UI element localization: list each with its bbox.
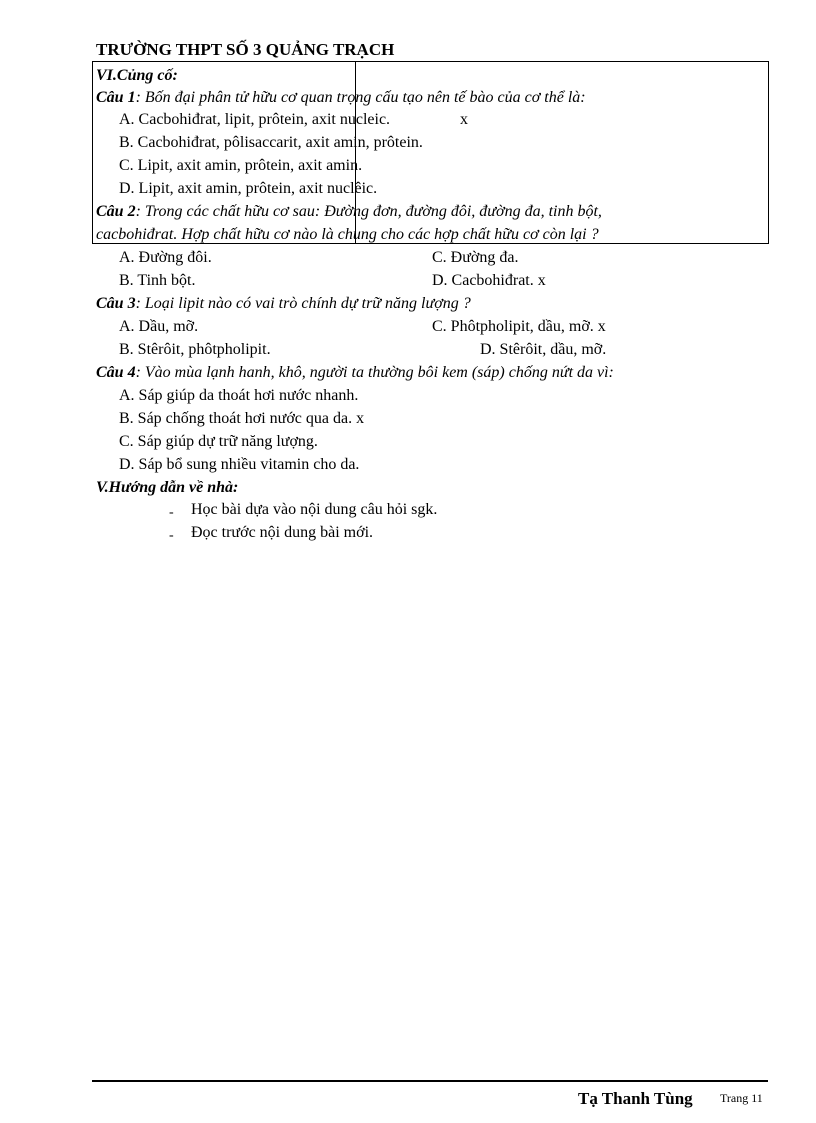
q1-option-a: A. Cacbohiđrat, lipit, prôtein, axit nucleic. bbox=[119, 111, 391, 128]
q1-option-d: D. Lipit, axit amin, prôtein, axit nuclêic. bbox=[119, 180, 378, 197]
q4-option-c: C. Sáp giúp dự trữ năng lượng. bbox=[119, 433, 318, 450]
section-homework-title: V.Hướng dẫn về nhà: bbox=[96, 479, 239, 496]
q1-option-c: C. Lipit, axit amin, prôtein, axit amin. bbox=[119, 157, 363, 174]
question-4-label: Câu 4 bbox=[96, 364, 136, 381]
question-1-label: Câu 1 bbox=[96, 89, 136, 106]
question-4-text: : Vào mùa lạnh hanh, khô, người ta thường bôi kem (sáp) chống nứt da vì: bbox=[135, 364, 614, 381]
question-2-text-line1: : Trong các chất hữu cơ sau: Đường đơn, đường đôi, đường đa, tinh bột, bbox=[135, 203, 602, 220]
question-1 bbox=[96, 88, 586, 108]
homework-item-1: Học bài dựa vào nội dung câu hỏi sgk. bbox=[191, 501, 438, 518]
q2-option-c: C. Đường đa. bbox=[432, 249, 519, 266]
q2-option-a: A. Đường đôi. bbox=[119, 249, 212, 266]
q3-option-a: A. Dầu, mỡ. bbox=[119, 318, 199, 335]
question-3-text: : Loại lipit nào có vai trò chính dự trữ năng lượng ? bbox=[135, 295, 471, 312]
q2-option-d: D. Cacbohiđrat. x bbox=[432, 272, 546, 289]
q3-option-b: B. Stêrôit, phôtpholipit. bbox=[119, 341, 271, 358]
homework-item-2: Đọc trước nội dung bài mới. bbox=[191, 524, 374, 541]
q4-option-a: A. Sáp giúp da thoát hơi nước nhanh. bbox=[119, 387, 359, 404]
question-3-label: Câu 3 bbox=[96, 295, 136, 312]
question-1-text: : Bốn đại phân tử hữu cơ quan trọng cấu tạo nên tế bào của cơ thể là: bbox=[135, 89, 586, 106]
footer-page-number: Trang 11 bbox=[720, 1091, 763, 1105]
q2-option-b: B. Tinh bột. bbox=[119, 272, 196, 289]
q4-option-d: D. Sáp bổ sung nhiều vitamin cho da. bbox=[119, 456, 360, 473]
q1-option-b: B. Cacbohiđrat, pôlisaccarit, axit amin, prôtein. bbox=[119, 134, 423, 151]
school-header: TRƯỜNG THPT SỐ 3 QUẢNG TRẠCH bbox=[96, 40, 395, 59]
footer-rule bbox=[92, 1080, 768, 1082]
question-2-text-line2: cacbohiđrat. Hợp chất hữu cơ nào là chung cho các hợp chất hữu cơ còn lại ? bbox=[96, 226, 599, 243]
question-2-label: Câu 2 bbox=[96, 203, 136, 220]
q3-option-c: C. Phôtpholipit, dầu, mỡ. x bbox=[432, 318, 606, 335]
footer-author: Tạ Thanh Tùng bbox=[578, 1089, 693, 1108]
q4-option-b: B. Sáp chống thoát hơi nước qua da. x bbox=[119, 410, 365, 427]
bullet-marker-2: - bbox=[169, 528, 174, 543]
question-3 bbox=[96, 294, 471, 314]
q3-option-d: D. Stêrôit, dầu, mỡ. bbox=[480, 341, 607, 358]
bullet-marker-1: - bbox=[169, 505, 174, 520]
question-4 bbox=[96, 363, 614, 383]
question-2 bbox=[96, 202, 602, 222]
q1-answer-mark: x bbox=[460, 111, 468, 128]
section-review-title: VI.Củng cố: bbox=[96, 67, 178, 84]
